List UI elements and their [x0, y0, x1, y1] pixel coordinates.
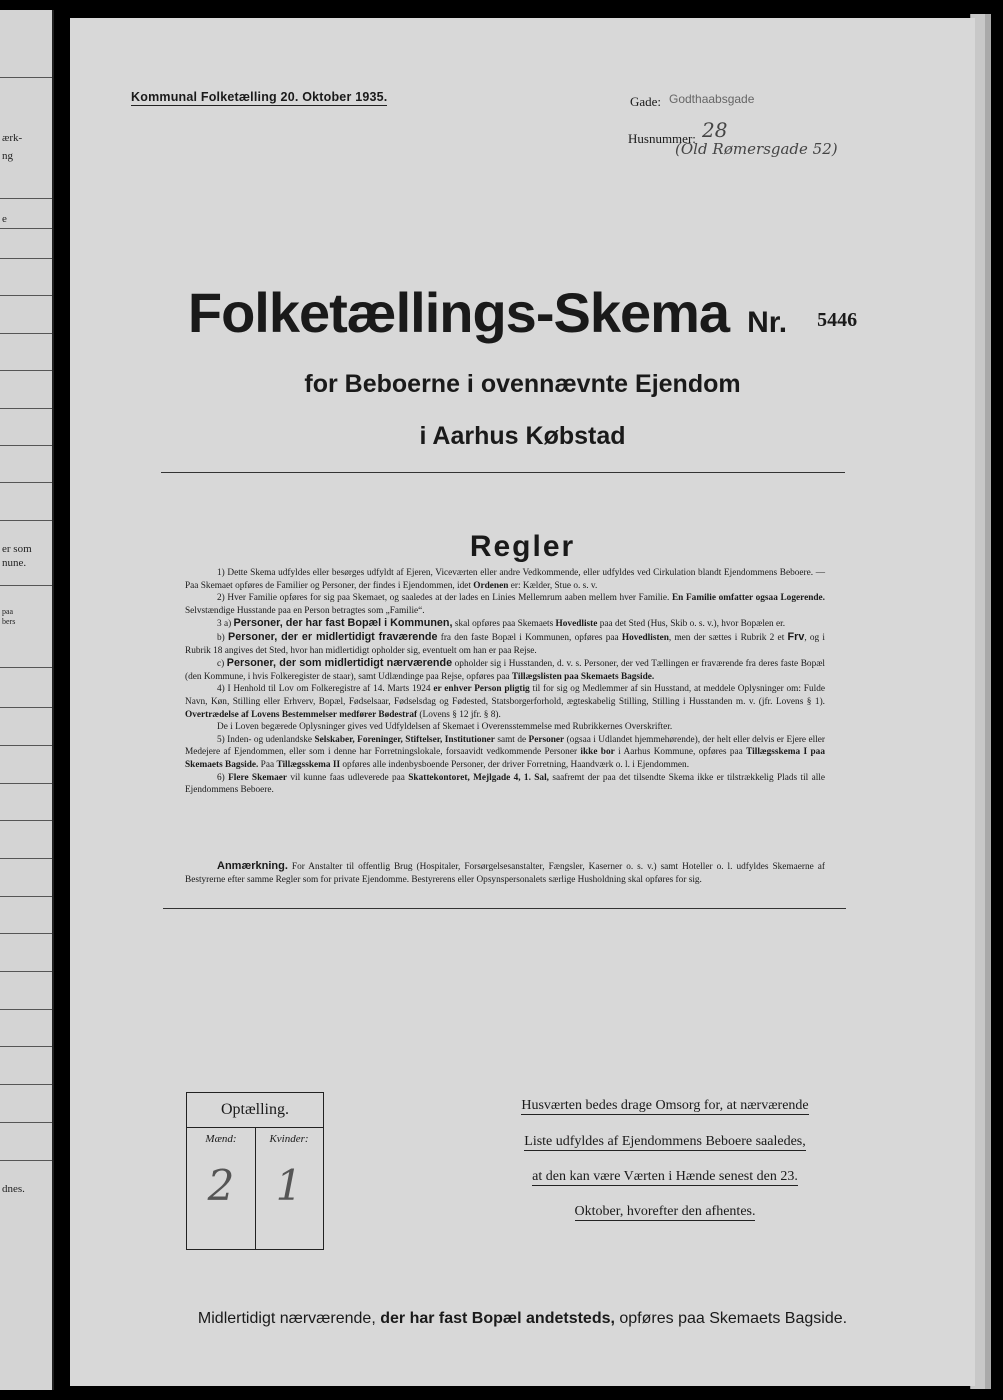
rule-1: 1) Dette Skema udfyldes eller besørges udfyldt af Ejeren, Viceværten eller andre Vedkommende, eller udfyldes ved Cirkulation blandt Ejendommens Beboere. — Paa Skemaet opføres de Familier og Personer, der findes i Ejendommen, idet Ordenen er: Kælder, Stue o. s. v. [185, 568, 825, 591]
house-number-note: (Old Rømersgade 52) [675, 140, 838, 158]
form-nr-label: Nr. [747, 306, 788, 339]
left-page-fragment: er som [2, 543, 32, 555]
page-stack-edge [985, 14, 991, 1389]
form-subtitle-1: for Beboerne i ovennævnte Ejendom [304, 370, 741, 398]
count-box [186, 1092, 324, 1250]
divider [163, 908, 846, 909]
street-label: Gade: [630, 94, 662, 109]
left-page-fragment: ng [2, 150, 13, 162]
form-title-main: Folketællings-Skema [187, 281, 730, 344]
left-page-fragment: e [2, 213, 7, 225]
census-form-page [70, 18, 975, 1386]
house-number-value: 28 [702, 118, 728, 142]
divider [161, 472, 845, 473]
left-page-fragment: paa [2, 607, 14, 616]
form-title [70, 280, 975, 345]
footer-note: Midlertidigt nærværende, der har fast Bopæl andetsteds, opføres paa Skemaets Bagside. [197, 1310, 848, 1327]
note-text: For Anstalter til offentlig Brug (Hospitaler, Forsørgelsesanstalter, Fængsler, Kaserner o. s. v.) samt Hoteller o. l. udfyldes Skemaerne af Bestyrerne efter samme Regler som for private Ejendomme. Bestyrerens eller Opsynspersonalets særlige Husholdning skal opføres for sig. [185, 862, 825, 885]
women-label: Kvinder: [269, 1133, 309, 1145]
landlord-line-2: Liste udfyldes af Ejendommens Beboere saaledes, [524, 1134, 806, 1149]
census-title: Kommunal Folketælling 20. Oktober 1935. [131, 90, 388, 104]
left-page-fragment: dnes. [2, 1183, 25, 1195]
rule-6: 6) Flere Skemaer vil kunne faas udleverede paa Skattekontoret, Mejlgade 4, 1. Sal, saafremt der paa det tilsendte Skema ikke er tilstrækkelig Plads til alle Ejendommens Beboere. [185, 772, 825, 796]
rules-heading: Regler [469, 530, 576, 563]
rules-text [185, 567, 825, 797]
rule-5: 5) Inden- og udenlandske Selskaber, Foreninger, Stiftelser, Institutioner samt de Personer (ogsaa i Udlandet hjemmehørende), der helt eller delvis er Ejere eller Medejere af Ejendommen, eller som i denne har Forretningslokale, forsaavidt vedkommende Personer ikke bor i Aarhus Kommune, opføres paa Tillægsskema I paa Skemaets Bagside. Paa Tillægsskema II opføres alle indenbysboende Personer, der driver Forretning, Haandværk o. l. i Ejendommen. [185, 734, 825, 770]
rule-4-cont: De i Loven begærede Oplysninger gives ved Udfyldelsen af Skemaet i Overensstemmelse med Rubrikkernes Overskrifter. [217, 722, 673, 733]
rule-3b: b) Personer, der er midlertidigt fraværende fra den faste Bopæl i Kommunen, opføres paa Hovedlisten, men der sættes i Rubrik 2 et Frv, og i Rubrik 18 angives det Sted, hvor han midlertidigt opholder sig, eventuelt om han er paa Rejse. [185, 630, 826, 656]
rule-3a: 3 a) Personer, der har fast Bopæl i Kommunen, skal opføres paa Skemaets Hovedliste paa det Sted (Hus, Skib o. s. v.), hvor Bopælen er. [217, 617, 786, 630]
annotation-note [185, 860, 825, 886]
note-label: Anmærkning. [217, 860, 288, 872]
rule-4: 4) I Henhold til Lov om Folkeregistre af 14. Marts 1924 er enhver Person pligtig til for sig og Medlemmer af sin Husstand, at meddele Oplysninger om: Fulde Navn, Køn, Stilling eller Erhverv, Bopæl, Fødselsaar, Fødselsdag og Fødested, Statsborgerforhold, ægteskabelig Stilling, Stilling i Husstanden m. v. (jfr. Lovens § 1). Overtrædelse af Lovens Bestemmelser medfører Bødestraf (Lovens § 12 jfr. § 8). [185, 684, 825, 720]
count-title: Optælling. [220, 1101, 289, 1118]
women-count: 1 [275, 1161, 303, 1210]
rule-2: 2) Hver Familie opføres for sig paa Skemaet, og saaledes at der lades en Linies Mellemrum aaben mellem hver Familie. En Familie omfatter ogsaa Logerende. Selvstændige Husstande paa en Person betragtes som „Familie“. [185, 593, 825, 616]
left-page-fragment: ærk- [2, 132, 23, 144]
left-page-fragment: bers [2, 617, 16, 626]
left-page-fragment: nune. [2, 557, 27, 569]
form-number: 5446 [817, 309, 858, 331]
house-number-label: Husnummer: [628, 131, 696, 146]
men-label: Mænd: [205, 1133, 237, 1145]
landlord-line-4: Oktober, hvorefter den afhentes. [574, 1204, 756, 1219]
landlord-line-1: Husværten bedes drage Omsorg for, at nærværende [521, 1098, 809, 1113]
landlord-line-3: at den kan være Værten i Hænde senest den 23. [532, 1169, 798, 1184]
left-facing-page [0, 10, 54, 1390]
form-subtitle-2: i Aarhus Købstad [419, 422, 626, 450]
rule-3c: c) Personer, der som midlertidigt nærværende opholder sig i Husstanden, d. v. s. Personer, der ved Tællingen er fraværende fra deres faste Bopæl (den Kommune, i hvis Folkeregister de staar), samt Udlændinge paa Rejse, opføres paa Tillægslisten paa Skemaets Bagside. [185, 657, 826, 682]
street-value: Godthaabsgade [669, 92, 755, 106]
men-count: 2 [207, 1161, 235, 1210]
